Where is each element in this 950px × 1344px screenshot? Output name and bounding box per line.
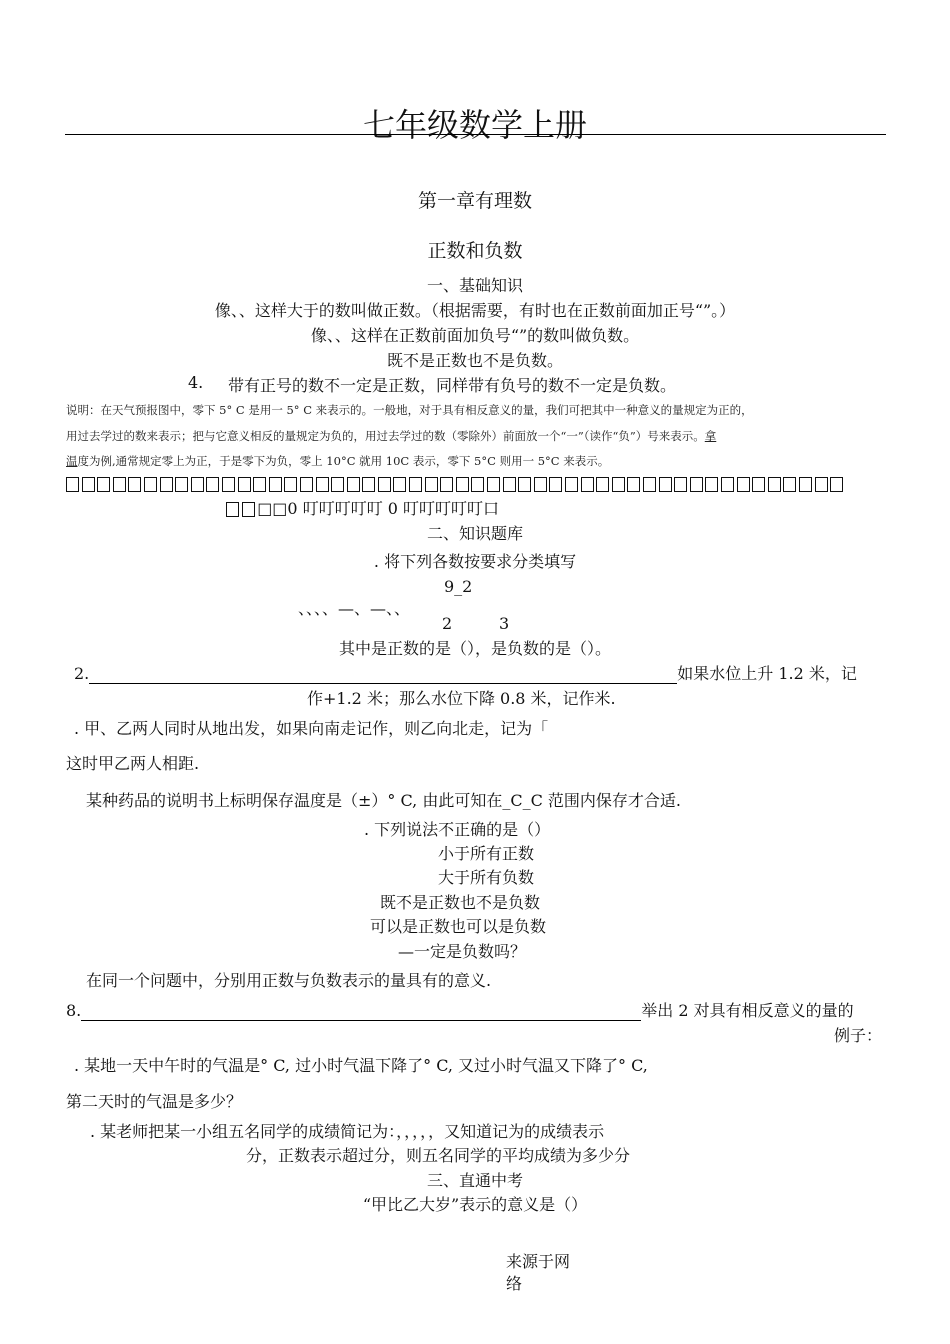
note-line-1: 说明：在天气预报图中，零下 5° C 是用一 5° C 来表示的。一般地，对于具有相反意义的量，我们可把其中一种意义的量规定为正的， [66, 403, 753, 417]
glyph-box [144, 477, 157, 492]
part1-heading: 一、基础知识 [426, 276, 523, 295]
glyph-box [721, 477, 734, 492]
basic-line-2: 像、、这样在正数前面加负号“”的数叫做负数。 [310, 326, 640, 345]
glyph-box [242, 502, 255, 517]
glyph-box [393, 477, 406, 492]
glyph-box [534, 477, 547, 492]
glyph-box [347, 477, 360, 492]
basic-line-4-number: 4. [188, 373, 204, 392]
q5-option-a: 小于所有正数 [438, 844, 535, 863]
q8-line-1 [66, 998, 854, 1021]
q6-line: —一定是负数吗？ [398, 942, 527, 961]
q1-fraction-denominator-1: 2 [442, 614, 453, 633]
q1-prompt: . 将下列各数按要求分类填写 [373, 552, 577, 571]
q1-fraction-top: 9_2 [444, 577, 473, 596]
q5-option-c: 既不是正数也不是负数 [380, 893, 541, 912]
glyph-box [752, 477, 765, 492]
footer-source-line-1: 来源于网 [506, 1252, 571, 1271]
q2-text: 如果水位上升 1.2 米，记 [677, 664, 857, 683]
q9-line-2: 第二天时的气温是多少？ [66, 1092, 243, 1111]
q1-number-list: 、、、、—、—、、 [298, 599, 411, 618]
glyph-box [783, 477, 796, 492]
q5-prompt: . 下列说法不正确的是（） [364, 820, 551, 839]
glyph-box [659, 477, 672, 492]
glyph-box [549, 477, 562, 492]
glyph-box [175, 477, 188, 492]
glyph-box [253, 477, 266, 492]
glyph-box [66, 477, 79, 492]
glyph-box [82, 477, 95, 492]
glyph-box [378, 477, 391, 492]
glyph-box [206, 477, 219, 492]
glyph-box [191, 477, 204, 492]
q1-fraction-denominator-2: 3 [499, 614, 510, 633]
note-line-3 [66, 449, 609, 474]
glyph-box [581, 477, 594, 492]
note-line-3-text: 度为例,通常规定零上为正，于是零下为负，零上 10°C 就用 10C 表示，零下 5°C 则用一 5°C 来表示。 [77, 454, 610, 468]
q10-line-2: 分，正数表示超过分，则五名同学的平均成绩为多少分 [246, 1146, 631, 1165]
q5-option-b: 大于所有负数 [438, 868, 535, 887]
glyph-box [799, 477, 812, 492]
part3-q1: “甲比乙大岁”表示的意义是（） [362, 1195, 588, 1214]
glyph-box [316, 477, 329, 492]
q8-blank[interactable] [81, 1019, 641, 1021]
glyph-box [674, 477, 687, 492]
glyph-box [440, 477, 453, 492]
glyph-box [627, 477, 640, 492]
note-line-2-text: 用过去学过的数来表示；把与它意义相反的量规定为负的，用过去学过的数（零除外）前面放一个“一”（读作“负”）号来表示。 [66, 429, 705, 443]
glyph-box [300, 477, 313, 492]
glyph-box [425, 477, 438, 492]
note-link-2[interactable]: 温 [66, 454, 78, 468]
glyph-box [456, 477, 469, 492]
q2-blank[interactable] [89, 682, 677, 684]
part3-heading: 三、直通中考 [426, 1171, 523, 1190]
glyph-box [409, 477, 422, 492]
glyph-box [768, 477, 781, 492]
note-link-1[interactable]: 拿 [704, 429, 717, 443]
q10-line-1: . 某老师把某一小组五名同学的成绩简记为：，，，，，又知道记为的成绩表示 [90, 1122, 605, 1141]
footer-source-line-2: 络 [506, 1274, 523, 1293]
basic-line-1: 像、、这样大于的数叫做正数。（根据需要，有时也在正数前面加正号“”。） [214, 301, 736, 320]
glyph-box [565, 477, 578, 492]
glyph-box [269, 477, 282, 492]
chapter-title: 第一章有理数 [417, 190, 532, 212]
glyph-box [830, 477, 843, 492]
glyph-box [690, 477, 703, 492]
title-underline [65, 134, 886, 135]
glyph-box [113, 477, 126, 492]
garbled-line [226, 496, 499, 519]
q2-line-1 [74, 661, 857, 684]
glyph-box [128, 477, 141, 492]
glyph-box [737, 477, 750, 492]
glyph-box [238, 477, 251, 492]
q1-answer-line: 其中是正数的是（），是负数的是（）。 [338, 639, 611, 658]
glyph-box [160, 477, 173, 492]
glyph-box [97, 477, 110, 492]
q8-text: 举出 2 对具有相反意义的量的 [641, 1001, 854, 1020]
glyph-box [226, 502, 239, 517]
q9-line-1: . 某地一天中午时的气温是° C, 过小时气温下降了° C, 又过小时气温又下降了° C, [74, 1056, 648, 1075]
basic-line-4: 带有正号的数不一定是正数，同样带有负号的数不一定是负数。 [228, 376, 677, 395]
garbled-text: □□0 叮叮叮叮叮 0 叮叮叮叮叮口 [257, 499, 500, 518]
glyph-box [471, 477, 484, 492]
q5-option-d: 可以是正数也可以是负数 [370, 917, 547, 936]
page-title: 七年级数学上册 [362, 106, 587, 144]
glyph-box [331, 477, 344, 492]
q4-line: 某种药品的说明书上标明保存温度是（±）° C, 由此可知在_C_C 范围内保存才合适. [86, 791, 681, 810]
q7-line: 在同一个问题中，分别用正数与负数表示的量具有的意义. [86, 971, 492, 990]
q3-line-2: 这时甲乙两人相距. [66, 754, 200, 773]
glyph-box [596, 477, 609, 492]
glyph-box [643, 477, 656, 492]
section-title: 正数和负数 [427, 240, 523, 262]
part2-heading: 二、知识题库 [426, 524, 523, 543]
note-line-2 [66, 424, 716, 449]
glyph-box [503, 477, 516, 492]
q2-number: 2. [74, 664, 90, 683]
q8-line-2: 例子： [833, 1026, 882, 1045]
q3-line-1: . 甲、乙两人同时从地出发，如果向南走记作，则乙向北走，记为「 [74, 719, 549, 738]
glyph-box-row [66, 474, 846, 493]
glyph-box [705, 477, 718, 492]
basic-line-3: 既不是正数也不是负数。 [386, 351, 563, 370]
glyph-box [815, 477, 828, 492]
glyph-box [518, 477, 531, 492]
glyph-box [362, 477, 375, 492]
q8-number: 8. [66, 1001, 82, 1020]
glyph-box [612, 477, 625, 492]
q2-line-2: 作+1.2 米；那么水位下降 0.8 米，记作米. [307, 689, 616, 708]
glyph-box [487, 477, 500, 492]
glyph-box [284, 477, 297, 492]
glyph-box [222, 477, 235, 492]
